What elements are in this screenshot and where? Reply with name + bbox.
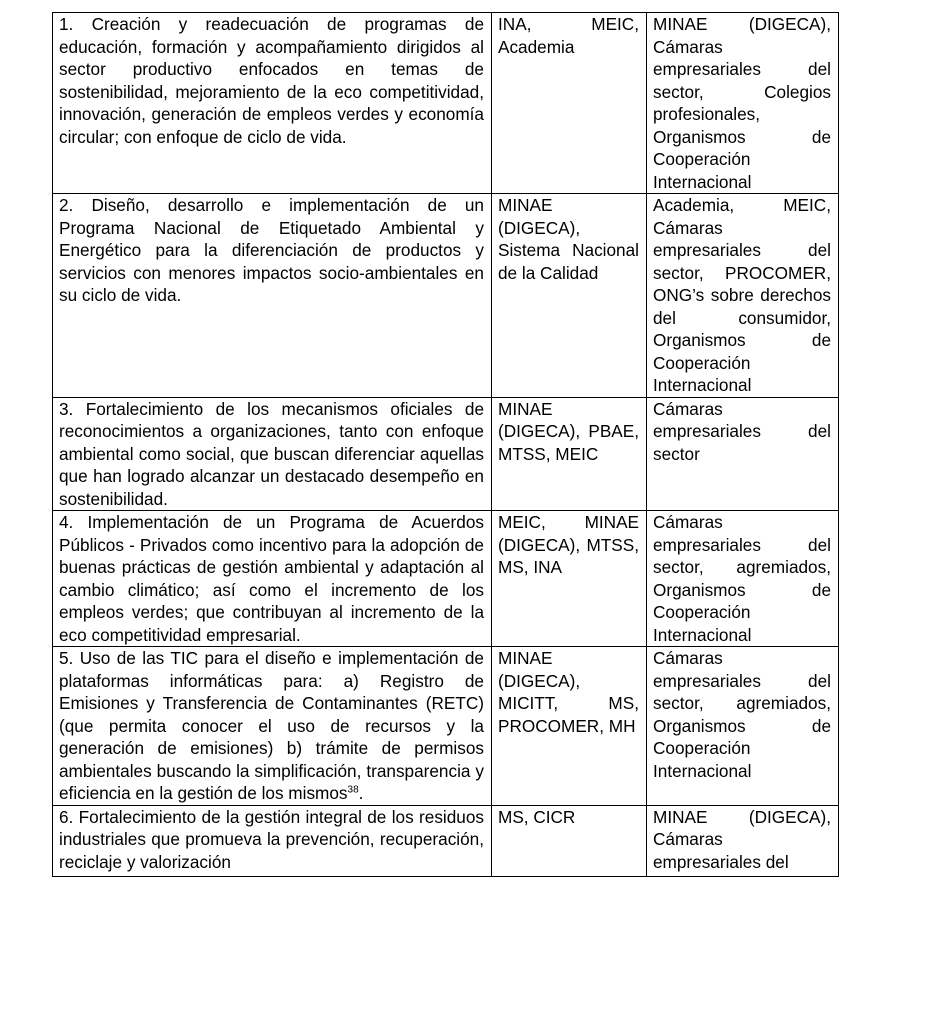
- table-row: [53, 194, 839, 398]
- footnote-marker: 38: [347, 784, 359, 796]
- table-row: [53, 647, 839, 806]
- responsible-cell: MS, CICR: [492, 805, 647, 876]
- table-row: [53, 511, 839, 647]
- action-text: 5. Uso de las TIC para el diseño e implementación de plataformas informáticas para: a) Registro de Emisiones y Transferencia de Contaminantes (RETC) (que permita conocer el uso de recursos y la generación de emisiones) b) trámite de permisos ambientales buscando la simplificación, transparencia y eficiencia en la gestión de los mismos: [59, 648, 484, 803]
- table-row: [53, 397, 839, 511]
- responsible-cell: MEIC, MINAE (DIGECA), MTSS, MS, INA: [492, 511, 647, 647]
- action-cell: 4. Implementación de un Programa de Acuerdos Públicos - Privados como incentivo para la adopción de buenas prácticas de gestión ambiental y adaptación al cambio climático; así como el incremento de los empleos verdes; que contribuyan al incremento de la eco competitividad empresarial.: [53, 511, 492, 647]
- responsible-cell: INA, MEIC, Academia: [492, 13, 647, 194]
- responsible-cell: MINAE (DIGECA), MICITT, MS, PROCOMER, MH: [492, 647, 647, 806]
- action-cell: 6. Fortalecimiento de la gestión integral de los residuos industriales que promueva la prevención, recuperación, reciclaje y valorización: [53, 805, 492, 876]
- action-text-end: .: [358, 783, 364, 803]
- actions-table: [52, 12, 839, 877]
- partners-cell: Cámaras empresariales del sector: [647, 397, 839, 511]
- action-cell: 1. Creación y readecuación de programas de educación, formación y acompañamiento dirigidos al sector productivo enfocados en temas de sostenibilidad, mejoramiento de la eco competitividad, innovación, generación de empleos verdes y economía circular; con enfoque de ciclo de vida.: [53, 13, 492, 194]
- action-cell: 3. Fortalecimiento de los mecanismos oficiales de reconocimientos a organizaciones, tanto con enfoque ambiental como social, que buscan diferenciar aquellas que han logrado alcanzar un destacado desempeño en sostenibilidad.: [53, 397, 492, 511]
- action-cell: [53, 647, 492, 806]
- responsible-cell: MINAE (DIGECA), Sistema Nacional de la Calidad: [492, 194, 647, 398]
- table-row: [53, 805, 839, 876]
- partners-cell: Cámaras empresariales del sector, agremiados, Organismos de Cooperación Internacional: [647, 647, 839, 806]
- partners-cell: Academia, MEIC, Cámaras empresariales del sector, PROCOMER, ONG’s sobre derechos del consumidor, Organismos de Cooperación Internacional: [647, 194, 839, 398]
- table-row: [53, 13, 839, 194]
- responsible-cell: MINAE (DIGECA), PBAE, MTSS, MEIC: [492, 397, 647, 511]
- partners-cell: MINAE (DIGECA), Cámaras empresariales del: [647, 805, 839, 876]
- partners-cell: MINAE (DIGECA), Cámaras empresariales del sector, Colegios profesionales, Organismos de Cooperación Internacional: [647, 13, 839, 194]
- action-cell: 2. Diseño, desarrollo e implementación de un Programa Nacional de Etiquetado Ambiental y Energético para la diferenciación de productos y servicios con menores impactos socio-ambientales en su ciclo de vida.: [53, 194, 492, 398]
- partners-cell: Cámaras empresariales del sector, agremiados, Organismos de Cooperación Internacional: [647, 511, 839, 647]
